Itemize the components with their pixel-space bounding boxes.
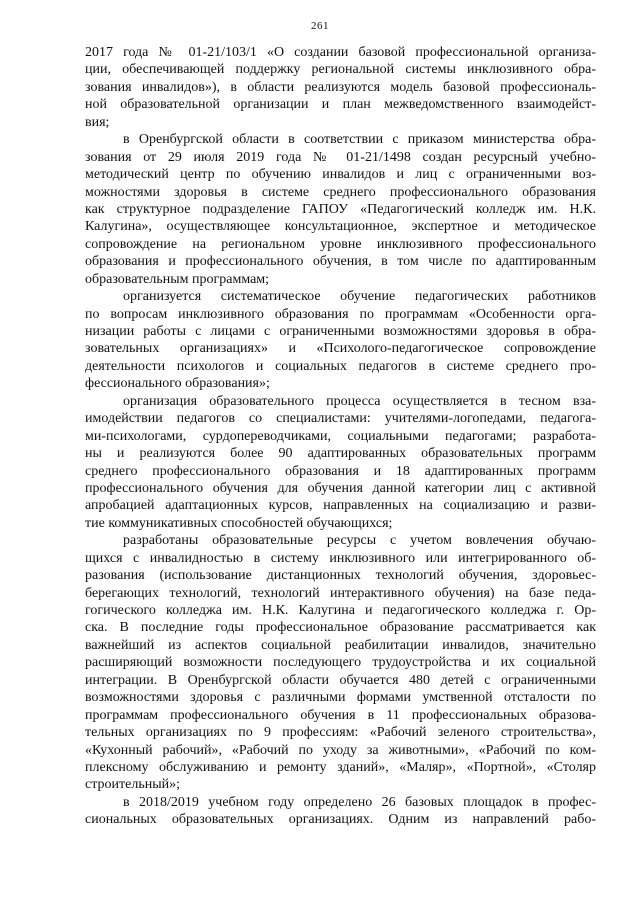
text-line: тельных организациях по 9 профессиям: «Рабочий зеленого строительства»,: [85, 725, 596, 741]
text-line: 2017 года № 01-21/103/1 «О создании базовой профессиональной организа-: [85, 45, 596, 60]
text-line: низации работы с лицами с ограниченными возможностями здоровья в обра-: [85, 324, 596, 339]
page-number: 261: [311, 20, 329, 32]
text-line: вия;: [85, 114, 110, 130]
text-line: Калугина», осуществляющее консультационное, экспертное и методическое: [85, 219, 596, 235]
text-line: образования и профессионального обучения, в том числе по адаптированным: [85, 254, 596, 270]
text-line: плексному обслуживанию и ремонту зданий», «Маляр», «Портной», «Столяр: [85, 759, 596, 775]
text-line: по вопросам инклюзивного образования по программам «Особенности орга-: [85, 306, 596, 322]
text-line: ции, обеспечивающей поддержку региональной системы инклюзивного обра-: [85, 62, 596, 78]
text-line: сиональных образовательных организациях. Одним из направлений рабо-: [85, 812, 596, 828]
text-line: в 2018/2019 учебном году определено 26 базовых площадок в профес-: [123, 794, 596, 810]
text-line: профессионального обучения для обучения данной категории лиц с активной: [85, 480, 596, 496]
text-line: имодействии педагогов со специалистами: учителями-логопедами, педагога-: [85, 411, 596, 427]
text-line: гогического колледжа им. Н.К. Калугина и педагогического колледжа г. Ор-: [85, 603, 596, 618]
text-line: возможностями здоровья с различными формами умственной отсталости по: [85, 690, 596, 706]
text-line: методический центр по обучению инвалидов и лиц с ограниченными воз-: [85, 167, 596, 183]
text-line: ми-психологами, сурдопереводчиками, социальными педагогами; разработа-: [85, 428, 596, 444]
text-line: разработаны образовательные ресурсы с учетом вовлечения обучаю-: [123, 533, 596, 549]
text-line: строительный»;: [85, 777, 180, 793]
text-line: апробацией адаптационных курсов, направленных на социализацию и разви-: [85, 498, 596, 514]
text-line: ны и реализуются более 90 адаптированных образовательных программ: [85, 446, 596, 462]
text-line: программам профессионального обучения в 11 профессиональных образова-: [85, 707, 596, 723]
text-line: ной образовательной организации и план межведомственного взаимодейст-: [85, 97, 596, 113]
text-line: зования инвалидов»), в области реализуются модель базовой профессиональ-: [85, 79, 596, 95]
text-line: расширяющий возможности последующего трудоустройства и их социальной: [85, 655, 596, 671]
text-line: тие коммуникативных способностей обучающихся;: [85, 515, 393, 531]
text-line: можностями здоровья в системе среднего профессионального образования: [85, 184, 596, 200]
text-line: «Кухонный рабочий», «Рабочий по уходу за животными», «Рабочий по ком-: [85, 742, 596, 758]
document-body: [85, 44, 596, 829]
text-line: сопровождение на региональном уровне инклюзивного профессионального: [85, 236, 596, 252]
text-line: организация образовательного процесса осуществляется в тесном вза-: [123, 393, 596, 409]
text-line: ска. В последние годы профессиональное образование рассматривается как: [85, 620, 596, 636]
text-line: разования (использование дистанционных технологий обучения, здоровьес-: [85, 568, 596, 584]
text-line: берегающих технологий, технологий интерактивного обучения) на базе педа-: [85, 585, 596, 601]
text-line: интеграции. В Оренбургской области обучается 480 детей с ограниченными: [85, 672, 596, 688]
text-line: образовательным программам;: [85, 271, 270, 287]
text-line: фессионального образования»;: [85, 376, 270, 392]
text-line: важнейший из аспектов социальной реабилитации инвалидов, значительно: [85, 637, 596, 653]
text-line: как структурное подразделение ГАПОУ «Педагогический колледж им. Н.К.: [85, 201, 596, 217]
text-line: среднего профессионального образования и 18 адаптированных программ: [85, 463, 596, 479]
text-line: щихся с инвалидностью в систему инклюзивного или интегрированного об-: [85, 550, 596, 566]
text-line: зовательных организациях» и «Психолого-педагогическое сопровождение: [85, 341, 596, 357]
text-line: организуется систематическое обучение педагогических работников: [123, 289, 596, 305]
text-line: в Оренбургской области в соответствии с приказом министерства обра-: [123, 132, 596, 148]
text-line: зования от 29 июля 2019 года № 01-21/1498 создан ресурсный учебно-: [85, 149, 596, 165]
text-line: деятельности психологов и социальных педагогов в системе среднего про-: [85, 358, 596, 374]
